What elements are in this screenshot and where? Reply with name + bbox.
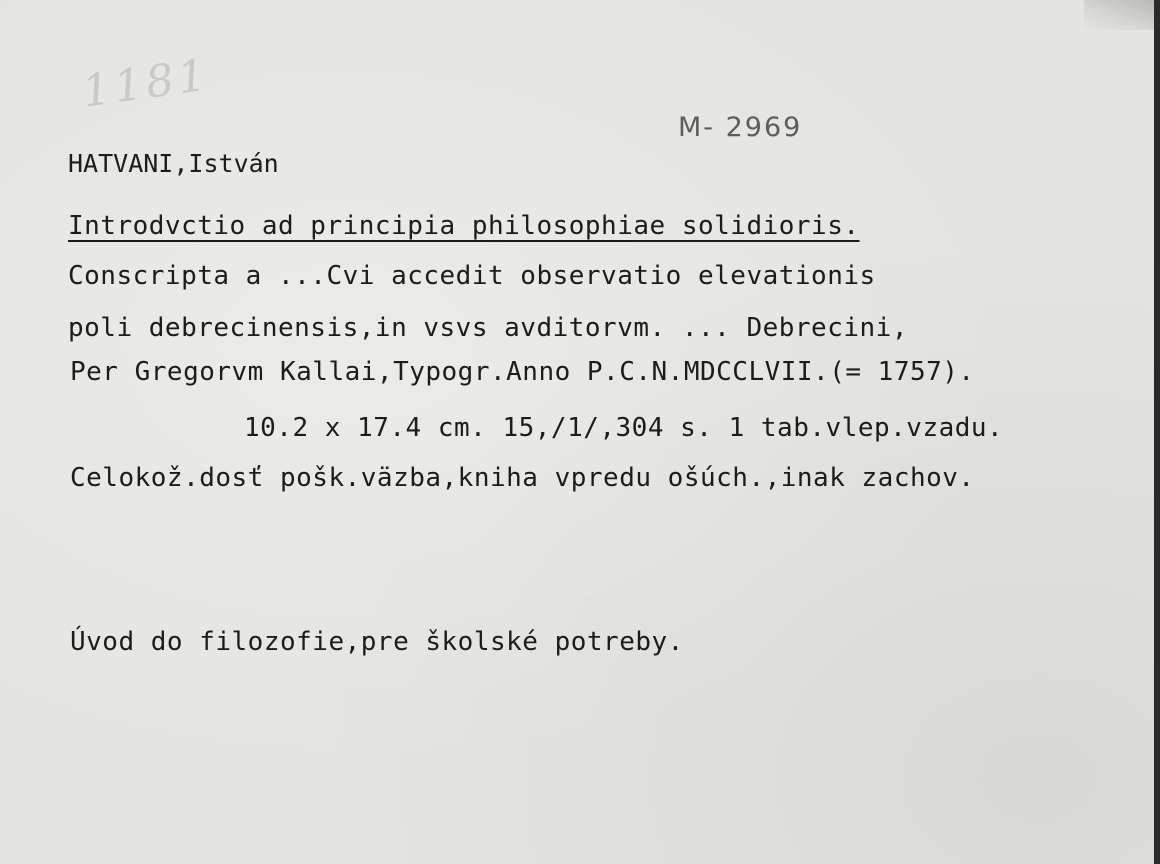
corner-fold <box>1084 0 1154 30</box>
condition-line: Celokož.dosť pošk.väzba,kniha vpredu ošúch.,inak zachov. <box>70 463 975 493</box>
description-line-1: Conscripta a ...Cvi accedit observatio elevationis <box>68 261 876 291</box>
pencil-mark: 1181 <box>79 49 213 118</box>
subject-note: Úvod do filozofie,pre školské potreby. <box>70 627 684 657</box>
book-title: Introdvctio ad principia philosophiae solidioris. <box>68 211 860 241</box>
collation-line: 10.2 x 17.4 cm. 15,/1/,304 s. 1 tab.vlep.vzadu. <box>244 413 1004 443</box>
author-heading: HATVANI,István <box>68 149 279 178</box>
description-line-2: poli debrecinensis,in vsvs avditorvm. ... Debrecini, <box>68 313 908 343</box>
shelfmark: M- 2969 <box>678 112 803 143</box>
imprint-line: Per Gregorvm Kallai,Typogr.Anno P.C.N.MDCCLVII.(= 1757). <box>70 357 975 387</box>
